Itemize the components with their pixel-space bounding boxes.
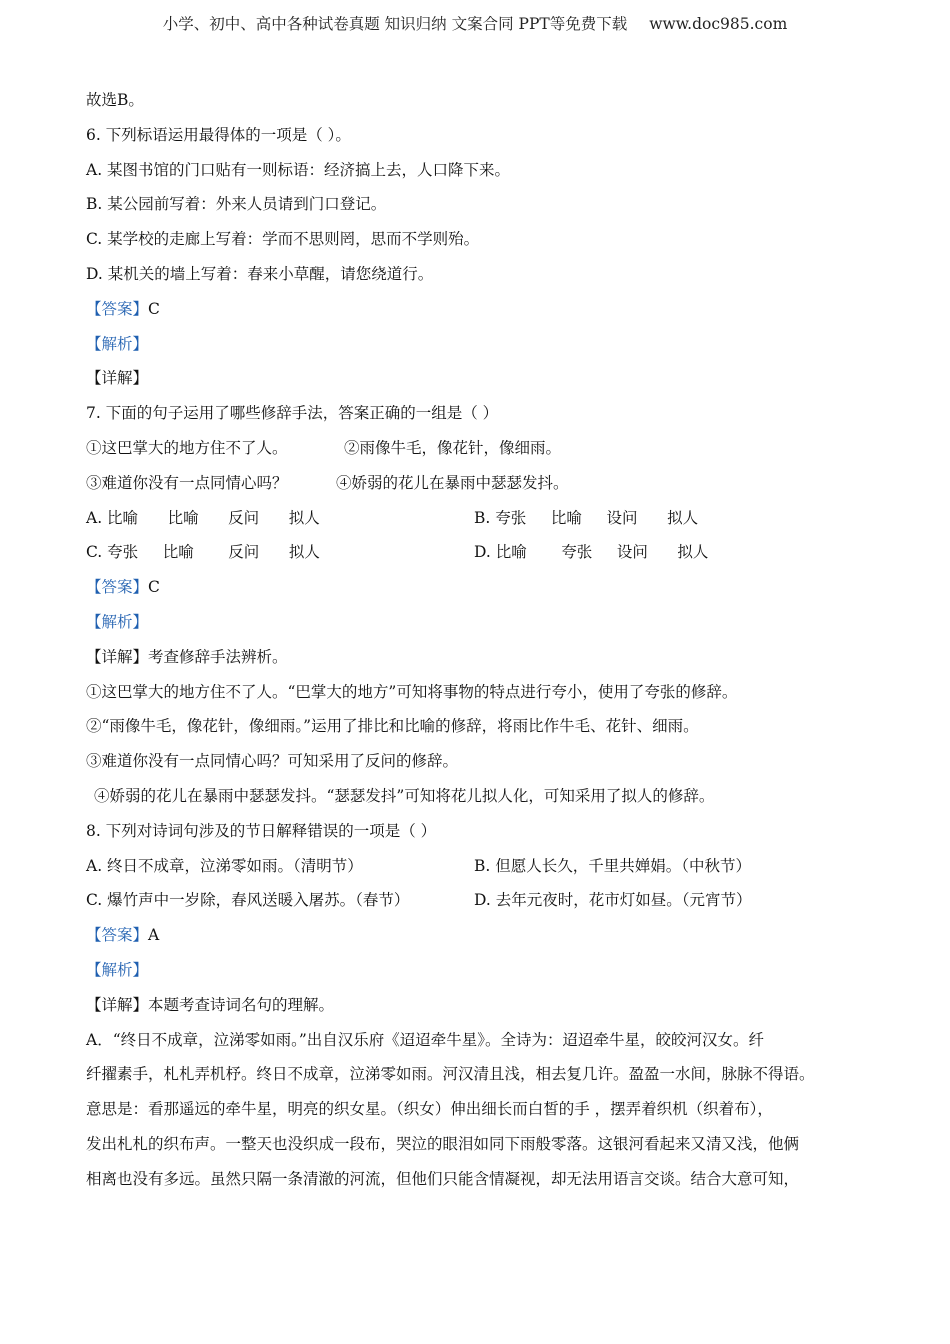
q7-option-b: B. 夸张 比喻 设问 拟人 xyxy=(474,508,699,527)
q7-explain-3: ③难道你没有一点同情心吗？可知采用了反问的修辞。 xyxy=(86,752,459,771)
q8-paragraph-2: 纤擢素手，札札弄机杼。终日不成章，泣涕零如雨。河汉清且浅，相去复几许。盈盈一水间，脉脉不得语。 xyxy=(86,1065,815,1084)
answer-tag: 【答案】 xyxy=(86,578,149,597)
q7-explain-2: ②“雨像牛毛，像花针，像细雨。”运用了排比和比喻的修辞，将雨比作牛毛、花针、细雨。 xyxy=(86,717,699,736)
q7-option-a: A. 比喻 比喻 反问 拟人 xyxy=(86,508,320,527)
q7-sentences-1 xyxy=(86,434,876,469)
q7-explain-1: ①这巴掌大的地方住不了人。“巴掌大的地方”可知将事物的特点进行夸小，使用了夸张的修辞。 xyxy=(86,682,738,701)
q6-option-b: B. 某公园前写着：外来人员请到门口登记。 xyxy=(86,195,387,214)
q8-options-cd xyxy=(86,886,876,921)
header-site: www.doc985.com xyxy=(649,15,788,33)
q6-detail-tag: 【详解】 xyxy=(86,369,149,388)
page-header xyxy=(0,12,950,34)
q8-option-d: D. 去年元夜时，花市灯如昼。（元宵节） xyxy=(474,891,752,910)
q8-paragraph-3: 意思是：看那遥远的牵牛星，明亮的织女星。（织女）伸出细长而白皙的手 ，摆弄着织机（织着布）， xyxy=(86,1100,773,1119)
q7-sentence-1: ①这巴掌大的地方住不了人。 xyxy=(86,438,288,457)
q7-sentence-4: ④娇弱的花儿在暴雨中瑟瑟发抖。 xyxy=(336,473,569,492)
q6-analysis-tag: 【解析】 xyxy=(86,334,149,353)
q8-paragraph-1: A．“终日不成章，泣涕零如雨。”出自汉乐府《迢迢牵牛星》。全诗为：迢迢牵牛星，皎皎河汉女。纤 xyxy=(86,1030,765,1049)
detail-tag: 【详解】 xyxy=(86,995,149,1014)
answer-tag: 【答案】 xyxy=(86,926,149,945)
document-body xyxy=(86,86,876,1200)
q6-option-a: A. 某图书馆的门口贴有一则标语：经济搞上去，人口降下来。 xyxy=(86,160,511,179)
question-8: 8. 下列对诗词句涉及的节日解释错误的一项是（ ） xyxy=(86,821,437,840)
q7-analysis-tag: 【解析】 xyxy=(86,612,149,631)
detail-text: 本题考查诗词名句的理解。 xyxy=(148,995,335,1014)
q7-detail xyxy=(86,643,876,678)
answer-value: C xyxy=(148,578,160,597)
q8-paragraph-4: 发出札札的织布声。一整天也没织成一段布，哭泣的眼泪如同下雨般零落。这银河看起来又清又浅，他俩 xyxy=(86,1134,800,1153)
q6-option-c: C. 某学校的走廊上写着：学而不思则罔，思而不学则殆。 xyxy=(86,230,480,249)
question-7: 7. 下面的句子运用了哪些修辞手法，答案正确的一组是（ ） xyxy=(86,404,499,423)
detail-tag: 【详解】 xyxy=(86,647,149,666)
q8-answer xyxy=(86,921,876,956)
q8-option-a: A. 终日不成章，泣涕零如雨。（清明节） xyxy=(86,856,363,875)
q8-option-c: C. 爆竹声中一岁除，春风送暖入屠苏。（春节） xyxy=(86,891,410,910)
q7-options-cd xyxy=(86,538,876,573)
q7-options-ab xyxy=(86,504,876,539)
q7-answer xyxy=(86,573,876,608)
answer-value: A xyxy=(148,926,160,945)
q8-analysis-tag: 【解析】 xyxy=(86,960,149,979)
q7-option-c: C. 夸张 比喻 反问 拟人 xyxy=(86,543,320,562)
question-6: 6. 下列标语运用最得体的一项是（ ）。 xyxy=(86,125,351,144)
q8-options-ab xyxy=(86,852,876,887)
q7-explain-4: ④娇弱的花儿在暴雨中瑟瑟发抖。“瑟瑟发抖”可知将花儿拟人化，可知采用了拟人的修辞。 xyxy=(94,786,715,805)
q7-sentences-2 xyxy=(86,469,876,504)
q6-option-d: D. 某机关的墙上写着：春来小草醒，请您绕道行。 xyxy=(86,264,434,283)
q7-sentence-3: ③难道你没有一点同情心吗？ xyxy=(86,473,288,492)
detail-text: 考查修辞手法辨析。 xyxy=(148,647,288,666)
q8-option-b: B. 但愿人长久，千里共婵娟。（中秋节） xyxy=(474,856,751,875)
q7-sentence-2: ②雨像牛毛，像花针，像细雨。 xyxy=(344,438,562,457)
q7-option-d: D. 比喻 夸张 设问 拟人 xyxy=(474,543,709,562)
answer-tag: 【答案】 xyxy=(86,299,149,318)
answer-value: C xyxy=(148,299,160,318)
q6-answer xyxy=(86,295,876,330)
text-line: 故选B。 xyxy=(86,91,144,109)
q8-detail xyxy=(86,991,876,1026)
header-text: 小学、初中、高中各种试卷真题 知识归纳 文案合同 PPT等免费下载 xyxy=(162,15,628,33)
q8-paragraph-5: 相离也没有多远。虽然只隔一条清澈的河流，但他们只能含情凝视，却无法用语言交谈。结合大意可知， xyxy=(86,1169,800,1188)
